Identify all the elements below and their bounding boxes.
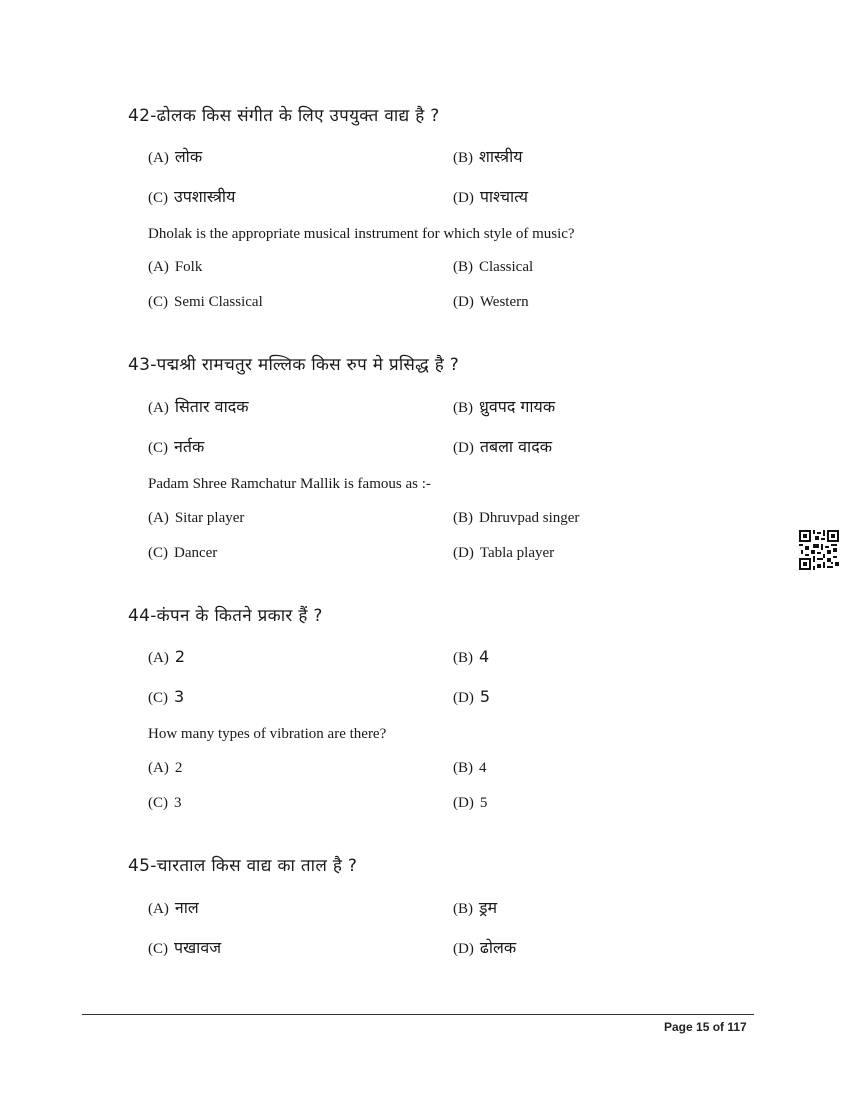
page-number: Page 15 of 117 [664, 1020, 747, 1034]
q43-hindi-option-b: (B) ध्रुवपद गायक [453, 397, 556, 416]
q45-hindi-option-d: (D) ढोलक [453, 938, 517, 957]
question-43-english: Padam Shree Ramchatur Mallik is famous as :- [148, 476, 431, 492]
qr-code-icon [799, 530, 839, 570]
q44-hindi-option-b: (B) 4 [453, 647, 490, 666]
question-44-english: How many types of vibration are there? [148, 726, 387, 742]
q43-hindi-option-a: (A) सितार वादक [148, 397, 249, 416]
question-42-hindi: 42-ढोलक किस संगीत के लिए उपयुक्त वाद्य है ? [128, 106, 440, 126]
q42-hindi-option-d: (D) पाश्चात्य [453, 187, 529, 206]
q43-english-option-a: (A) Sitar player [148, 510, 245, 526]
question-43-hindi: 43-पद्मश्री रामचतुर मल्लिक किस रुप मे प्रसिद्ध है ? [128, 355, 460, 375]
q43-english-option-d: (D) Tabla player [453, 545, 555, 561]
q42-hindi-option-b: (B) शास्त्रीय [453, 147, 523, 166]
q44-english-option-d: (D) 5 [453, 795, 488, 811]
q42-english-option-a: (A) Folk [148, 259, 203, 275]
question-45-hindi: 45-चारताल किस वाद्य का ताल है ? [128, 856, 358, 876]
q42-english-option-c: (C) Semi Classical [148, 294, 263, 310]
question-42-english: Dholak is the appropriate musical instrument for which style of music? [148, 226, 575, 242]
q44-hindi-option-d: (D) 5 [453, 687, 491, 706]
q45-hindi-option-b: (B) ड्रम [453, 898, 498, 917]
q42-english-option-b: (B) Classical [453, 259, 534, 275]
q44-english-option-c: (C) 3 [148, 795, 182, 811]
q43-english-option-c: (C) Dancer [148, 545, 218, 561]
q45-hindi-option-c: (C) पखावज [148, 938, 222, 957]
q44-english-option-a: (A) 2 [148, 760, 183, 776]
q43-english-option-b: (B) Dhruvpad singer [453, 510, 580, 526]
q42-english-option-d: (D) Western [453, 294, 529, 310]
q43-hindi-option-d: (D) तबला वादक [453, 437, 552, 456]
q42-hindi-option-a: (A) लोक [148, 147, 203, 166]
q44-english-option-b: (B) 4 [453, 760, 487, 776]
q45-hindi-option-a: (A) नाल [148, 898, 199, 917]
question-44-hindi: 44-कंपन के कितने प्रकार हैं ? [128, 606, 323, 626]
q44-hindi-option-a: (A) 2 [148, 647, 186, 666]
q42-hindi-option-c: (C) उपशास्त्रीय [148, 187, 236, 206]
q43-hindi-option-c: (C) नर्तक [148, 437, 205, 456]
footer-divider [82, 1014, 754, 1015]
q44-hindi-option-c: (C) 3 [148, 687, 185, 706]
